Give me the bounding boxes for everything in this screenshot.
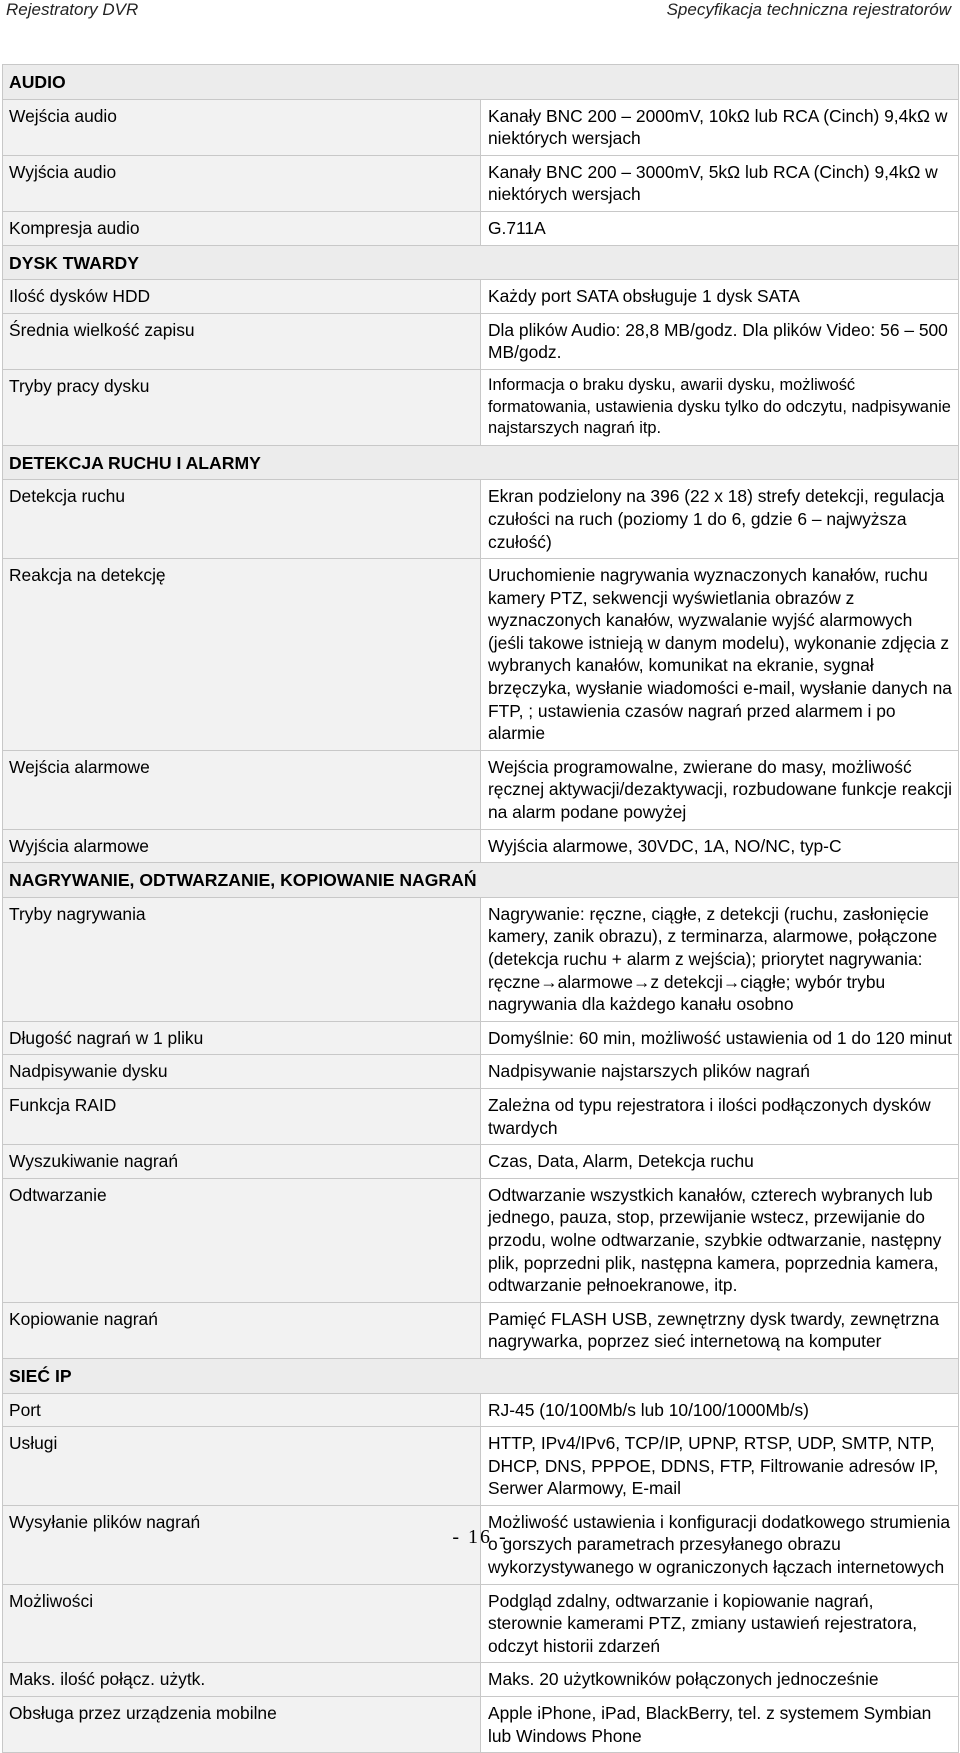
spec-row	[3, 829, 959, 863]
spec-label: Kompresja audio	[3, 211, 481, 245]
spec-label: Tryby pracy dysku	[3, 369, 481, 445]
spec-value: Możliwość ustawienia i konfiguracji dodatkowego strumienia o gorszych parametrach przesyłanego obrazu wykorzystywanego w ograniczonych łączach internetowych	[481, 1505, 959, 1584]
spec-label: Tryby nagrywania	[3, 897, 481, 1021]
spec-label: Kopiowanie nagrań	[3, 1302, 481, 1358]
spec-value: Informacja o braku dysku, awarii dysku, możliwość formatowania, ustawienia dysku tylko do odczytu, nadpisywanie najstarszych nagrań itp.	[481, 369, 959, 445]
spec-label: Usługi	[3, 1427, 481, 1506]
spec-table	[2, 64, 959, 1753]
spec-value: Maks. 20 użytkowników połączonych jednocześnie	[481, 1663, 959, 1697]
spec-label: Reakcja na detekcję	[3, 559, 481, 751]
spec-row	[3, 1697, 959, 1753]
section-header-row	[3, 1358, 959, 1393]
section-title: DETEKCJA RUCHU I ALARMY	[3, 445, 959, 480]
section-header-row	[3, 65, 959, 100]
spec-label: Wysyłanie plików nagrań	[3, 1505, 481, 1584]
spec-row	[3, 559, 959, 751]
spec-value: Nagrywanie: ręczne, ciągłe, z detekcji (ruchu, zasłonięcie kamery, zanik obrazu), z terminarza, alarmowe, połączone (detekcja ruchu + alarm z wejścia); priorytet nagrywania: ręczne→alarmowe→z detekcji→ciągłe; wybór trybu nagrywania dla każdego kanału osobno	[481, 897, 959, 1021]
spec-value: Zależna od typu rejestratora i ilości podłączonych dysków twardych	[481, 1088, 959, 1144]
spec-label: Maks. ilość połącz. użytk.	[3, 1663, 481, 1697]
spec-value: Apple iPhone, iPad, BlackBerry, tel. z systemem Symbian lub Windows Phone	[481, 1697, 959, 1753]
page-number: - 16 -	[452, 1526, 508, 1548]
spec-label: Detekcja ruchu	[3, 480, 481, 559]
spec-value: Czas, Data, Alarm, Detekcja ruchu	[481, 1145, 959, 1179]
header-right-title: Specyfikacja techniczna rejestratorów	[666, 0, 951, 19]
spec-label: Wyszukiwanie nagrań	[3, 1145, 481, 1179]
spec-row	[3, 1055, 959, 1089]
spec-label: Port	[3, 1393, 481, 1427]
spec-value: Kanały BNC 200 – 2000mV, 10kΩ lub RCA (Cinch) 9,4kΩ w niektórych wersjach	[481, 99, 959, 155]
spec-value: HTTP, IPv4/IPv6, TCP/IP, UPNP, RTSP, UDP, SMTP, NTP, DHCP, DNS, PPPOE, DDNS, FTP, Filtrowanie adresów IP, Serwer Alarmowy, E-mail	[481, 1427, 959, 1506]
spec-label: Wyjścia audio	[3, 155, 481, 211]
spec-label: Wejścia audio	[3, 99, 481, 155]
spec-value: G.711A	[481, 211, 959, 245]
section-title: SIEĆ IP	[3, 1358, 959, 1393]
section-header-row	[3, 445, 959, 480]
spec-label: Obsługa przez urządzenia mobilne	[3, 1697, 481, 1753]
spec-row	[3, 369, 959, 445]
spec-row	[3, 1584, 959, 1663]
spec-row	[3, 750, 959, 829]
spec-row	[3, 1021, 959, 1055]
spec-value: Podgląd zdalny, odtwarzanie i kopiowanie nagrań, sterownie kamerami PTZ, zmiany ustawień rejestratora, odczyt historii zdarzeń	[481, 1584, 959, 1663]
spec-row	[3, 1145, 959, 1179]
spec-value: Kanały BNC 200 – 3000mV, 5kΩ lub RCA (Cinch) 9,4kΩ w niektórych wersjach	[481, 155, 959, 211]
spec-row	[3, 155, 959, 211]
spec-row	[3, 1663, 959, 1697]
spec-row	[3, 1393, 959, 1427]
header-left-title: Rejestratory DVR	[6, 0, 139, 19]
spec-row	[3, 1302, 959, 1358]
spec-row	[3, 480, 959, 559]
section-title: NAGRYWANIE, ODTWARZANIE, KOPIOWANIE NAGRAŃ	[3, 863, 959, 898]
section-title: DYSK TWARDY	[3, 245, 959, 280]
spec-value: Domyślnie: 60 min, możliwość ustawienia od 1 do 120 minut	[481, 1021, 959, 1055]
spec-label: Możliwości	[3, 1584, 481, 1663]
spec-value: Uruchomienie nagrywania wyznaczonych kanałów, ruchu kamery PTZ, sekwencji wyświetlania obrazów z wyznaczonych kanałów, wyzwalanie wyjść alarmowych (jeśli takowe istnieją w danym modelu), wykonanie zdjęcia z wybranych kanałów, komunikat na ekranie, sygnał brzęczyka, wysłanie wiadomości e-mail, wysłanie danych na FTP, ; ustawienia czasów nagrań przed alarmem i po alarmie	[481, 559, 959, 751]
spec-label: Funkcja RAID	[3, 1088, 481, 1144]
spec-label: Średnia wielkość zapisu	[3, 313, 481, 369]
spec-label: Odtwarzanie	[3, 1178, 481, 1302]
spec-value: Pamięć FLASH USB, zewnętrzny dysk twardy, zewnętrzna nagrywarka, poprzez sieć internetową na komputer	[481, 1302, 959, 1358]
spec-label: Nadpisywanie dysku	[3, 1055, 481, 1089]
spec-value: Ekran podzielony na 396 (22 x 18) strefy detekcji, regulacja czułości na ruch (poziomy 1 do 6, gdzie 6 – najwyższa czułość)	[481, 480, 959, 559]
spec-value: Dla plików Audio: 28,8 MB/godz. Dla plików Video: 56 – 500 MB/godz.	[481, 313, 959, 369]
spec-value: Wyjścia alarmowe, 30VDC, 1A, NO/NC, typ-C	[481, 829, 959, 863]
section-header-row	[3, 245, 959, 280]
spec-row	[3, 211, 959, 245]
section-title: AUDIO	[3, 65, 959, 100]
spec-label: Długość nagrań w 1 pliku	[3, 1021, 481, 1055]
spec-value: Każdy port SATA obsługuje 1 dysk SATA	[481, 280, 959, 314]
spec-row	[3, 897, 959, 1021]
spec-row	[3, 1178, 959, 1302]
spec-row	[3, 1427, 959, 1506]
spec-label: Wyjścia alarmowe	[3, 829, 481, 863]
spec-row	[3, 99, 959, 155]
spec-row	[3, 1088, 959, 1144]
spec-label: Wejścia alarmowe	[3, 750, 481, 829]
spec-value: RJ-45 (10/100Mb/s lub 10/100/1000Mb/s)	[481, 1393, 959, 1427]
spec-label: Ilość dysków HDD	[3, 280, 481, 314]
spec-row	[3, 313, 959, 369]
spec-value: Wejścia programowalne, zwierane do masy, możliwość ręcznej aktywacji/dezaktywacji, rozbudowane funkcje reakcji na alarm podane powyżej	[481, 750, 959, 829]
spec-value: Odtwarzanie wszystkich kanałów, czterech wybranych lub jednego, pauza, stop, przewijanie wstecz, przewijanie do przodu, wolne odtwarzanie, szybkie odtwarzanie, następny plik, poprzedni plik, następna kamera, poprzednia kamera, odtwarzanie pełnoekranowe, itp.	[481, 1178, 959, 1302]
spec-row	[3, 280, 959, 314]
section-header-row	[3, 863, 959, 898]
spec-value: Nadpisywanie najstarszych plików nagrań	[481, 1055, 959, 1089]
